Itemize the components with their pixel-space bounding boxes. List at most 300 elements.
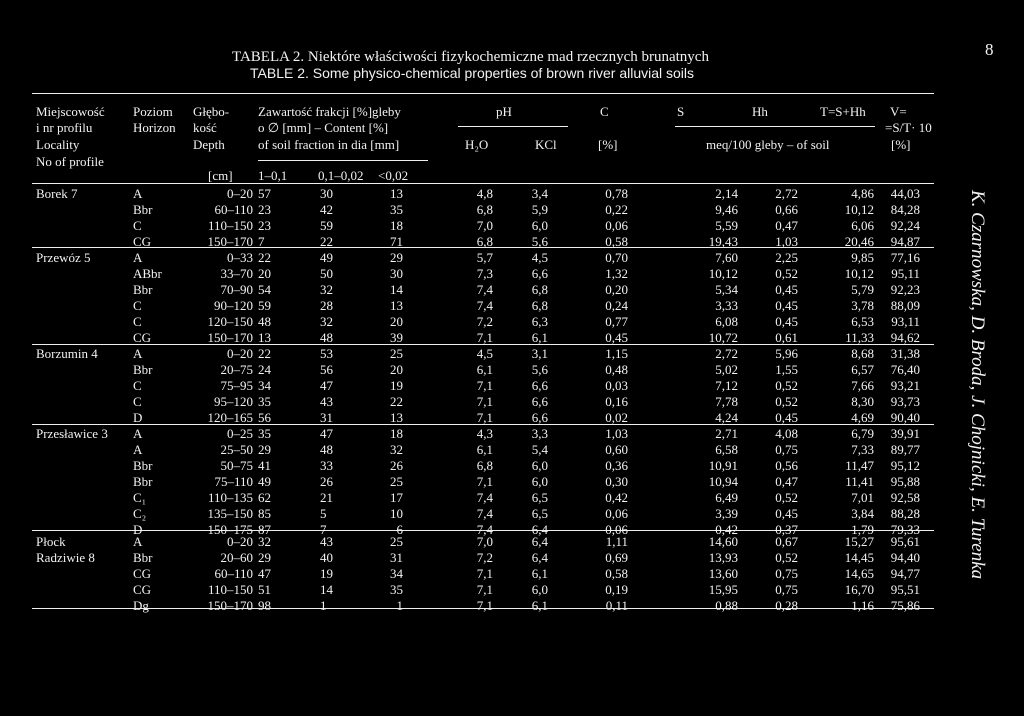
cell-fraction-3: 71	[390, 234, 403, 249]
cell-v: 95,51	[890, 582, 920, 597]
cell-horizon: Dg	[133, 598, 149, 613]
cell-fraction-3: 18	[390, 426, 403, 441]
header-c: C	[600, 104, 609, 119]
cell-horizon: C	[133, 218, 142, 233]
cell-fraction-2: 32	[320, 282, 333, 297]
cell-ph-h2o: 7,4	[476, 490, 493, 505]
cell-v: 92,23	[890, 282, 920, 297]
cell-horizon: C	[133, 378, 142, 393]
cell-t: 8,30	[851, 394, 874, 409]
cell-s: 5,59	[715, 218, 738, 233]
cell-s: 19,43	[708, 234, 738, 249]
cell-hh: 0,37	[775, 522, 798, 537]
cell-t: 10,12	[844, 202, 874, 217]
cell-t: 20,46	[844, 234, 874, 249]
header-depth-3: Depth	[193, 137, 225, 152]
cell-ph-h2o: 6,1	[476, 442, 493, 457]
cell-c: 0,19	[605, 582, 628, 597]
header-depth-2: kość	[193, 120, 217, 135]
cell-t: 7,66	[851, 378, 874, 393]
cell-ph-kcl: 3,4	[531, 186, 548, 201]
cell-fraction-2: 19	[320, 566, 333, 581]
cell-v: 31,38	[890, 346, 920, 361]
cell-fraction-3: 35	[390, 202, 403, 217]
cell-ph-kcl: 6,1	[531, 566, 548, 581]
table-row	[0, 490, 960, 506]
cell-horizon: A	[133, 346, 143, 361]
cell-hh: 0,56	[775, 458, 798, 473]
cell-ph-kcl: 3,3	[531, 426, 548, 441]
cell-ph-kcl: 6,6	[531, 378, 548, 393]
cell-fraction-2: 26	[320, 474, 333, 489]
cell-depth: 135–150	[207, 506, 253, 521]
table-row	[0, 266, 960, 282]
cell-s: 10,72	[708, 330, 738, 345]
cell-fraction-1: 41	[258, 458, 271, 473]
cell-ph-h2o: 6,1	[476, 362, 493, 377]
cell-c: 0,06	[605, 218, 628, 233]
cell-depth: 75–95	[220, 378, 253, 393]
cell-v: 92,58	[890, 490, 920, 505]
table-row	[0, 234, 960, 250]
table-row	[0, 566, 960, 582]
cell-t: 8,68	[851, 346, 874, 361]
cell-hh: 4,08	[775, 426, 798, 441]
cell-hh: 2,72	[775, 186, 798, 201]
cell-fraction-3: 10	[390, 506, 403, 521]
table-row	[0, 410, 960, 426]
cell-v: 92,24	[890, 218, 920, 233]
cell-fraction-1: 29	[258, 550, 271, 565]
header-c-unit: [%]	[598, 137, 618, 152]
cell-fraction-1: 98	[258, 598, 271, 613]
cell-horizon: A	[133, 426, 143, 441]
cell-hh: 0,52	[775, 550, 798, 565]
cell-depth: 0–33	[227, 250, 253, 265]
cell-fraction-2: 47	[320, 378, 333, 393]
cell-c: 0,02	[605, 410, 628, 425]
cell-s: 13,93	[708, 550, 738, 565]
cell-t: 14,65	[844, 566, 874, 581]
side-author-line	[960, 190, 990, 620]
cell-t: 4,69	[851, 410, 874, 425]
cell-fraction-2: 7	[320, 522, 327, 537]
cell-ph-kcl: 6,0	[531, 458, 548, 473]
cell-s: 3,39	[715, 506, 738, 521]
cell-fraction-1: 87	[258, 522, 271, 537]
cell-depth: 110–150	[207, 218, 253, 233]
cell-fraction-2: 33	[320, 458, 333, 473]
cell-depth: 0–20	[227, 534, 253, 549]
cell-t: 15,27	[844, 534, 874, 549]
cell-fraction-2: 31	[320, 410, 333, 425]
cell-s: 6,08	[715, 314, 738, 329]
table-row	[0, 218, 960, 234]
header-fraction-3: of soil fraction in dia [mm]	[258, 137, 400, 152]
cell-v: 94,87	[890, 234, 920, 249]
cell-v: 39,91	[890, 426, 920, 441]
cell-ph-kcl: 5,6	[531, 234, 548, 249]
cell-s: 10,91	[708, 458, 738, 473]
cell-ph-h2o: 7,1	[476, 582, 493, 597]
cell-c: 0,45	[605, 330, 628, 345]
cell-ph-kcl: 6,6	[531, 266, 548, 281]
cell-hh: 0,47	[775, 474, 798, 489]
cell-c: 0,11	[605, 598, 628, 613]
cell-t: 10,12	[844, 266, 874, 281]
cell-hh: 0,66	[775, 202, 798, 217]
page-number: 8	[985, 40, 994, 59]
cell-fraction-2: 50	[320, 266, 333, 281]
cell-hh: 0,45	[775, 282, 798, 297]
cell-s: 7,12	[715, 378, 738, 393]
cell-hh: 0,61	[775, 330, 798, 345]
cell-horizon: Bbr	[133, 282, 153, 297]
cell-horizon: CG	[133, 566, 152, 581]
cell-depth: 110–135	[207, 490, 253, 505]
cell-hh: 0,47	[775, 218, 798, 233]
cell-t: 11,47	[845, 458, 874, 473]
cell-fraction-2: 42	[320, 202, 333, 217]
cell-horizon: D	[133, 522, 143, 537]
cell-depth: 120–165	[207, 410, 253, 425]
cell-horizon: Bbr	[133, 550, 153, 565]
cell-depth: 75–110	[214, 474, 253, 489]
cell-c: 1,03	[605, 426, 628, 441]
cell-ph-kcl: 6,6	[531, 410, 548, 425]
side-author-text: K. Czarnowska, D. Broda, J. Chojnicki, E. Turenka	[967, 190, 988, 580]
cell-ph-h2o: 6,8	[476, 234, 493, 249]
cell-t: 6,79	[851, 426, 874, 441]
cell-ph-kcl: 3,1	[531, 346, 548, 361]
cell-v: 88,09	[890, 298, 920, 313]
cell-c: 0,58	[605, 234, 628, 249]
cell-ph-h2o: 7,2	[476, 314, 493, 329]
cell-ph-h2o: 7,1	[476, 410, 493, 425]
rule-fraction	[258, 160, 428, 161]
cell-ph-kcl: 6,1	[531, 330, 548, 345]
cell-horizon: Bbr	[133, 362, 153, 377]
cell-s: 9,46	[715, 202, 738, 217]
cell-c: 0,22	[605, 202, 628, 217]
cell-fraction-1: 56	[258, 410, 271, 425]
cell-depth: 70–90	[220, 282, 253, 297]
cell-fraction-3: 13	[390, 410, 403, 425]
header-fraction-1: Zawartość frakcji [%]gleby	[258, 104, 401, 119]
table-row	[0, 314, 960, 330]
cell-fraction-1: 57	[258, 186, 271, 201]
cell-depth: 150–170	[207, 598, 253, 613]
cell-ph-kcl: 4,5	[531, 250, 548, 265]
cell-c: 0,70	[605, 250, 628, 265]
cell-horizon: CG	[133, 234, 152, 249]
cell-ph-h2o: 6,8	[476, 458, 493, 473]
header-f3: <0,02	[378, 168, 409, 183]
cell-fraction-3: 35	[390, 582, 403, 597]
cell-depth: 90–120	[214, 298, 253, 313]
cell-fraction-3: 20	[390, 362, 403, 377]
cell-fraction-2: 48	[320, 442, 333, 457]
cell-fraction-3: 26	[390, 458, 403, 473]
cell-horizon: Bbr	[133, 474, 153, 489]
header-ph: pH	[496, 104, 512, 119]
table-row	[0, 394, 960, 410]
cell-fraction-2: 59	[320, 218, 333, 233]
cell-ph-h2o: 7,1	[476, 598, 493, 613]
cell-fraction-2: 43	[320, 534, 333, 549]
cell-fraction-3: 25	[390, 534, 403, 549]
cell-hh: 1,55	[775, 362, 798, 377]
cell-hh: 0,75	[775, 442, 798, 457]
cell-fraction-3: 32	[390, 442, 403, 457]
cell-v: 84,28	[890, 202, 920, 217]
cell-hh: 0,52	[775, 490, 798, 505]
cell-ph-h2o: 7,4	[476, 522, 493, 537]
cell-horizon: A	[133, 534, 143, 549]
cell-s: 5,02	[715, 362, 738, 377]
table-row	[0, 202, 960, 218]
cell-horizon: C	[133, 298, 142, 313]
cell-hh: 0,52	[775, 266, 798, 281]
cell-ph-h2o: 7,1	[476, 330, 493, 345]
cell-c: 0,16	[605, 394, 628, 409]
header-v-unit: [%]	[891, 137, 911, 152]
cell-t: 9,85	[851, 250, 874, 265]
cell-fraction-2: 56	[320, 362, 333, 377]
cell-ph-h2o: 7,0	[476, 534, 493, 549]
cell-locality: Borek 7	[36, 186, 78, 201]
cell-v: 75,86	[890, 598, 920, 613]
cell-s: 0,88	[715, 598, 738, 613]
cell-v: 76,40	[890, 362, 920, 377]
cell-depth: 20–60	[220, 550, 253, 565]
cell-c: 1,32	[605, 266, 628, 281]
cell-fraction-2: 47	[320, 426, 333, 441]
cell-hh: 0,52	[775, 378, 798, 393]
header-locality-1: Miejscowość	[36, 104, 105, 119]
cell-fraction-1: 35	[258, 426, 271, 441]
table-row	[0, 442, 960, 458]
cell-fraction-3: 30	[390, 266, 403, 281]
cell-fraction-2: 43	[320, 394, 333, 409]
cell-s: 0,42	[715, 522, 738, 537]
header-h2o: H₂O	[465, 137, 489, 152]
cell-fraction-1: 54	[258, 282, 271, 297]
cell-fraction-3: 17	[390, 490, 403, 505]
cell-c: 0,24	[605, 298, 628, 313]
cell-fraction-1: 35	[258, 394, 271, 409]
table-row	[0, 598, 960, 614]
cell-t: 7,33	[851, 442, 874, 457]
cell-t: 6,57	[851, 362, 874, 377]
cell-depth: 33–70	[220, 266, 253, 281]
cell-locality: Płock	[36, 534, 66, 549]
cell-ph-h2o: 4,3	[476, 426, 493, 441]
cell-t: 3,78	[851, 298, 874, 313]
cell-fraction-2: 48	[320, 330, 333, 345]
cell-v: 94,77	[890, 566, 920, 581]
table-row	[0, 186, 960, 202]
cell-fraction-1: 23	[258, 202, 271, 217]
cell-c: 0,03	[605, 378, 628, 393]
header-locality-3: Locality	[36, 137, 80, 152]
cell-fraction-3: 6	[396, 522, 403, 537]
cell-ph-kcl: 6,4	[531, 534, 548, 549]
table-row	[0, 362, 960, 378]
cell-depth: 20–75	[220, 362, 253, 377]
cell-t: 7,01	[851, 490, 874, 505]
cell-s: 3,33	[715, 298, 738, 313]
cell-fraction-1: 85	[258, 506, 271, 521]
cell-hh: 0,28	[775, 598, 798, 613]
cell-t: 11,41	[845, 474, 874, 489]
cell-ph-h2o: 7,1	[476, 378, 493, 393]
cell-fraction-1: 34	[258, 378, 271, 393]
cell-t: 14,45	[844, 550, 874, 565]
cell-ph-kcl: 6,4	[531, 522, 548, 537]
caption-pl: TABELA 2. Niektóre właściwości fizykochemiczne mad rzecznych brunatnych	[232, 49, 709, 65]
cell-c: 0,06	[605, 506, 628, 521]
cell-ph-h2o: 7,1	[476, 474, 493, 489]
cell-c: 0,69	[605, 550, 628, 565]
cell-c: 1,11	[605, 534, 628, 549]
cell-depth: 150–170	[207, 234, 253, 249]
cell-fraction-1: 47	[258, 566, 271, 581]
cell-fraction-3: 13	[390, 186, 403, 201]
cell-hh: 1,03	[775, 234, 798, 249]
cell-t: 1,16	[851, 598, 874, 613]
cell-ph-h2o: 7,0	[476, 218, 493, 233]
cell-ph-h2o: 7,4	[476, 298, 493, 313]
cell-ph-kcl: 6,4	[531, 550, 548, 565]
cell-fraction-1: 29	[258, 442, 271, 457]
header-kcl: KCl	[535, 137, 557, 152]
cell-fraction-2: 22	[320, 234, 333, 249]
cell-ph-kcl: 6,6	[531, 394, 548, 409]
cell-horizon: A	[133, 442, 143, 457]
cell-v: 95,61	[890, 534, 920, 549]
cell-ph-h2o: 7,4	[476, 282, 493, 297]
table-row	[0, 474, 960, 490]
cell-ph-kcl: 5,9	[531, 202, 548, 217]
table-row	[0, 506, 960, 522]
cell-fraction-3: 1	[396, 598, 403, 613]
cell-v: 90,40	[890, 410, 920, 425]
cell-depth: 95–120	[214, 394, 253, 409]
cell-s: 2,71	[715, 426, 738, 441]
cell-fraction-3: 19	[390, 378, 403, 393]
cell-hh: 0,75	[775, 582, 798, 597]
cell-ph-h2o: 7,1	[476, 566, 493, 581]
cell-depth: 25–50	[220, 442, 253, 457]
cell-fraction-1: 49	[258, 474, 271, 489]
cell-depth: 110–150	[207, 582, 253, 597]
cell-ph-kcl: 6,5	[531, 490, 548, 505]
cell-s: 6,49	[715, 490, 738, 505]
cell-fraction-1: 22	[258, 346, 271, 361]
table-row	[0, 582, 960, 598]
cell-ph-kcl: 6,3	[531, 314, 548, 329]
cell-horizon: Bbr	[133, 202, 153, 217]
cell-hh: 5,96	[775, 346, 798, 361]
cell-hh: 2,25	[775, 250, 798, 265]
table-row	[0, 534, 960, 550]
cell-depth: 120–150	[207, 314, 253, 329]
cell-ph-h2o: 7,1	[476, 394, 493, 409]
cell-c: 0,20	[605, 282, 628, 297]
cell-fraction-3: 25	[390, 346, 403, 361]
cell-fraction-2: 21	[320, 490, 333, 505]
cell-s: 13,60	[708, 566, 738, 581]
header-s: S	[677, 104, 685, 119]
cell-t: 1,79	[851, 522, 874, 537]
cell-fraction-1: 24	[258, 362, 271, 377]
cell-ph-h2o: 4,5	[476, 346, 493, 361]
cell-hh: 0,67	[775, 534, 798, 549]
cell-ph-kcl: 6,0	[531, 474, 548, 489]
cell-fraction-3: 25	[390, 474, 403, 489]
header-depth-unit: [cm]	[208, 168, 233, 183]
header-horizon-1: Poziom	[133, 104, 173, 119]
cell-ph-kcl: 6,1	[531, 598, 548, 613]
cell-hh: 0,45	[775, 298, 798, 313]
cell-ph-h2o: 7,3	[476, 266, 493, 281]
cell-v: 93,21	[890, 378, 920, 393]
table-row	[0, 426, 960, 442]
cell-v: 93,73	[890, 394, 920, 409]
cell-horizon: A	[133, 186, 143, 201]
table-caption	[232, 49, 709, 81]
cell-fraction-2: 14	[320, 582, 333, 597]
cell-ph-h2o: 7,2	[476, 550, 493, 565]
cell-s: 10,94	[708, 474, 738, 489]
cell-v: 44,03	[890, 186, 920, 201]
cell-c: 0,78	[605, 186, 628, 201]
cell-t: 16,70	[844, 582, 874, 597]
caption-en: TABLE 2. Some physico-chemical properties of brown river alluvial soils	[250, 65, 695, 81]
cell-ph-kcl: 6,0	[531, 218, 548, 233]
cell-fraction-1: 48	[258, 314, 271, 329]
cell-ph-kcl: 6,0	[531, 582, 548, 597]
cell-ph-h2o: 6,8	[476, 202, 493, 217]
cell-t: 6,06	[851, 218, 874, 233]
table-row	[0, 282, 960, 298]
cell-t: 4,86	[851, 186, 874, 201]
cell-v: 95,11	[891, 266, 920, 281]
cell-s: 2,72	[715, 346, 738, 361]
header-fraction-2: o ∅ [mm] – Content [%]	[258, 120, 389, 135]
cell-depth: 150–175	[207, 522, 253, 537]
cell-fraction-1: 7	[258, 234, 265, 249]
header-t: T=S+Hh	[820, 104, 866, 119]
cell-ph-kcl: 5,6	[531, 362, 548, 377]
cell-fraction-3: 13	[390, 298, 403, 313]
rule-meq	[675, 126, 875, 127]
cell-depth: 150–170	[207, 330, 253, 345]
header-f2: 0,1–0,02	[318, 168, 364, 183]
cell-t: 11,33	[845, 330, 874, 345]
cell-c: 0,58	[605, 566, 628, 581]
cell-v: 93,11	[891, 314, 920, 329]
cell-depth: 0–20	[227, 186, 253, 201]
cell-v: 79,33	[890, 522, 920, 537]
cell-fraction-1: 22	[258, 250, 271, 265]
cell-t: 6,53	[851, 314, 874, 329]
cell-fraction-3: 39	[390, 330, 403, 345]
cell-s: 4,24	[715, 410, 738, 425]
header-locality-2: i nr profilu	[36, 120, 93, 135]
cell-c: 1,15	[605, 346, 628, 361]
